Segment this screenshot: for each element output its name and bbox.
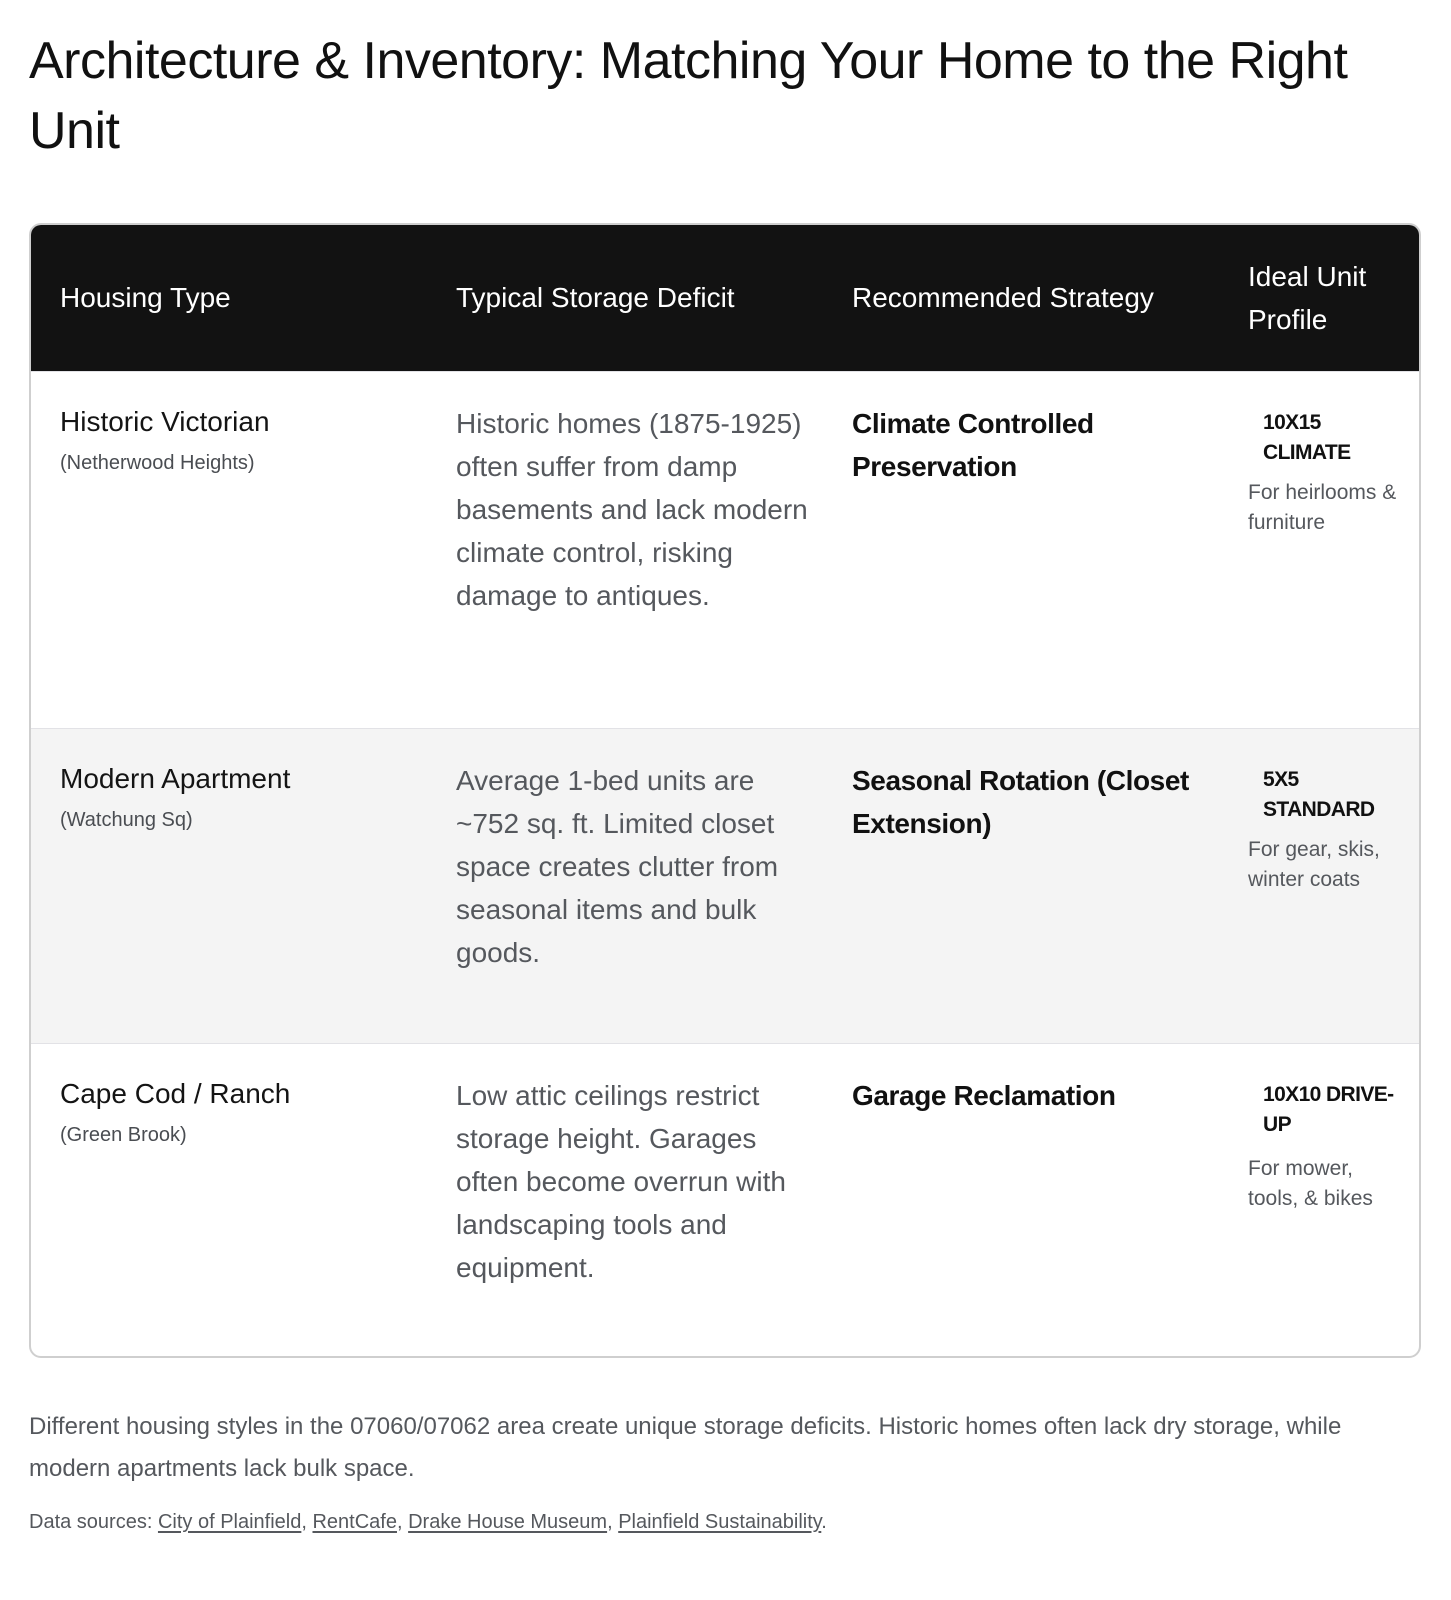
unit-description: For gear, skis, winter coats — [1248, 837, 1380, 891]
source-link-rentcafe[interactable]: RentCafe — [312, 1511, 397, 1533]
source-terminator: . — [821, 1511, 827, 1533]
unit-code: 10X15 CLIMATE — [1263, 410, 1351, 464]
unit-code: 5X5 STANDARD — [1263, 767, 1375, 821]
data-sources — [29, 1507, 827, 1537]
header-ideal-unit-profile: Ideal Unit Profile — [1248, 260, 1367, 335]
storage-deficit-cell: Average 1-bed units are ~752 sq. ft. Limited closet space creates clutter from seasonal items and bulk goods. — [456, 764, 779, 968]
housing-type-cell — [31, 728, 427, 1043]
housing-area: (Watchung Sq) — [60, 808, 193, 831]
source-separator: , — [607, 1511, 613, 1533]
header-recommended-strategy: Recommended Strategy — [852, 282, 1154, 314]
source-link-plainfield-sustainability[interactable]: Plainfield Sustainability — [618, 1511, 822, 1533]
housing-comparison-table — [29, 223, 1421, 1358]
housing-type-name: Cape Cod / Ranch — [60, 1077, 291, 1109]
source-link-city-of-plainfield[interactable]: City of Plainfield — [157, 1511, 302, 1533]
unit-profile-cell — [1219, 728, 1419, 1043]
unit-profile-cell — [1219, 371, 1419, 728]
storage-deficit-cell: Historic homes (1875-1925) often suffer from damp basements and lack modern climate control, risking damage to antiques. — [456, 407, 808, 611]
source-link-drake-house-museum[interactable]: Drake House Museum — [408, 1511, 608, 1533]
page-title: Architecture & Inventory: Matching Your Home to the Right Unit — [29, 32, 1348, 160]
unit-code: 10X10 DRIVE-UP — [1263, 1082, 1394, 1136]
unit-description: For heirlooms & furniture — [1248, 480, 1397, 534]
table-body — [31, 371, 1419, 1356]
source-separator: , — [301, 1511, 307, 1533]
source-separator: , — [396, 1511, 403, 1533]
housing-type-name: Historic Victorian — [60, 405, 270, 437]
strategy-cell: Garage Reclamation — [852, 1079, 1116, 1111]
unit-description: For mower, tools, & bikes — [1248, 1156, 1373, 1210]
strategy-cell: Seasonal Rotation (Closet Extension) — [852, 764, 1189, 839]
sources-label: Data sources: — [29, 1511, 153, 1533]
header-housing-type: Housing Type — [60, 282, 231, 314]
table — [31, 225, 1419, 1356]
header-row — [31, 225, 1419, 371]
table-header — [31, 225, 1419, 371]
unit-profile-cell — [1219, 1043, 1419, 1356]
housing-type-name: Modern Apartment — [60, 762, 291, 794]
housing-area: (Green Brook) — [60, 1123, 187, 1146]
housing-type-cell — [31, 371, 427, 728]
header-storage-deficit: Typical Storage Deficit — [456, 282, 735, 314]
table-row — [31, 1043, 1419, 1356]
summary-text: Different housing styles in the 07060/07062 area create unique storage deficits. Historic homes often lack dry storage, while modern apartments lack bulk space. — [29, 1413, 1342, 1482]
housing-type-cell — [31, 1043, 427, 1356]
page — [29, 0, 1423, 1533]
strategy-cell: Climate Controlled Preservation — [852, 407, 1094, 482]
table-row — [31, 728, 1419, 1043]
table-row — [31, 371, 1419, 728]
storage-deficit-cell: Low attic ceilings restrict storage height. Garages often become overrun with landscaping tools and equipment. — [456, 1079, 786, 1283]
housing-area: (Netherwood Heights) — [60, 451, 255, 474]
